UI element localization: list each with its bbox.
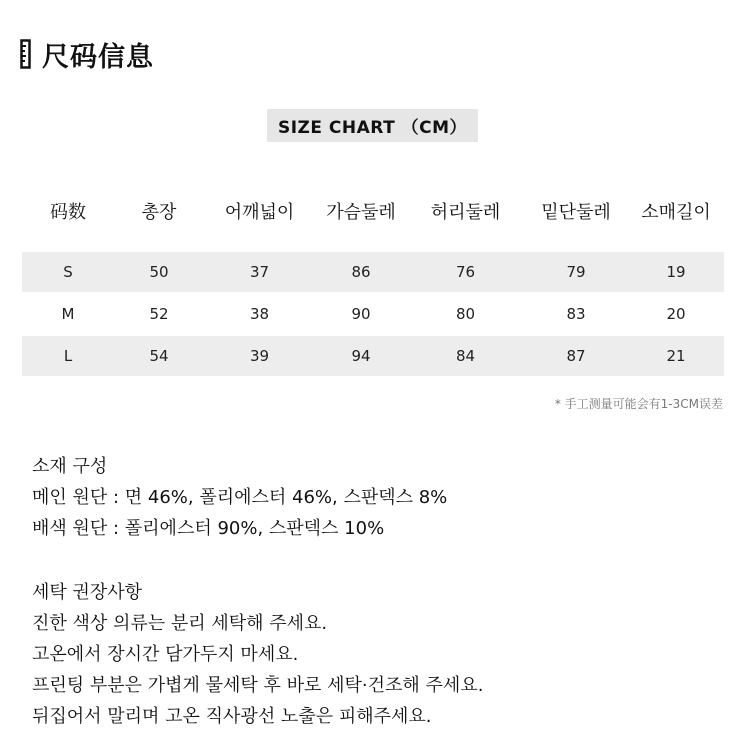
care-section [32, 577, 483, 732]
table-cell: 79 [566, 263, 586, 281]
table-cell: 20 [666, 305, 686, 323]
measurement-note: * 手工测量可能会有1-3CM误差 [554, 397, 723, 411]
column-header-sleeve: 소매길이 [641, 202, 711, 223]
table-header-row [22, 190, 724, 232]
table-cell: 37 [249, 263, 270, 281]
material-line-accent: 배색 원단 : 폴리에스터 90%, 스판덱스 10% [32, 518, 385, 539]
table-cell: 94 [351, 347, 371, 365]
table-cell: 83 [566, 305, 586, 323]
table-row [22, 336, 724, 376]
size-chart-badge: SIZE CHART （CM） [267, 109, 478, 142]
column-header-waist: 허리둘레 [430, 202, 501, 223]
table-cell: 39 [249, 347, 270, 365]
table-cell: 76 [455, 263, 476, 281]
care-line: 프린팅 부분은 가볍게 물세탁 후 바로 세탁·건조해 주세요. [32, 675, 484, 696]
care-heading: 세탁 권장사항 [32, 582, 143, 603]
table-cell: 84 [455, 347, 476, 365]
table-row [22, 252, 724, 292]
column-header-size: 码数 [50, 202, 86, 223]
ruler-icon [20, 39, 34, 69]
care-line: 진한 색상 의류는 분리 세탁해 주세요. [32, 613, 328, 634]
table-cell: 38 [249, 305, 270, 323]
table-cell: 19 [666, 263, 686, 281]
column-header-hem: 밑단둘레 [541, 202, 611, 223]
table-cell: 50 [149, 263, 169, 281]
table-cell: S [63, 263, 73, 281]
table-cell: 87 [566, 347, 586, 365]
table-cell: 52 [149, 305, 169, 323]
table-row [22, 294, 724, 334]
table-cell: 21 [666, 347, 686, 365]
care-line: 고온에서 장시간 담가두지 마세요. [32, 644, 299, 665]
page-title: 尺码信息 [42, 41, 154, 73]
care-line: 뒤집어서 말리며 고온 직사광선 노출은 피해주세요. [32, 706, 432, 727]
table-cell: M [61, 305, 75, 323]
section-header [20, 36, 154, 72]
column-header-length: 총장 [141, 202, 177, 223]
table-cell: 90 [351, 305, 371, 323]
table-cell: 86 [351, 263, 371, 281]
column-header-shoulder: 어깨넓이 [224, 202, 295, 223]
size-table [22, 190, 724, 376]
table-cell: L [63, 347, 73, 365]
column-header-chest: 가슴둘레 [326, 202, 396, 223]
material-line-main: 메인 원단 : 면 46%, 폴리에스터 46%, 스판덱스 8% [32, 487, 448, 508]
table-cell: 54 [149, 347, 169, 365]
material-heading: 소재 구성 [32, 456, 108, 477]
table-cell: 80 [455, 305, 476, 323]
material-section [32, 451, 447, 544]
